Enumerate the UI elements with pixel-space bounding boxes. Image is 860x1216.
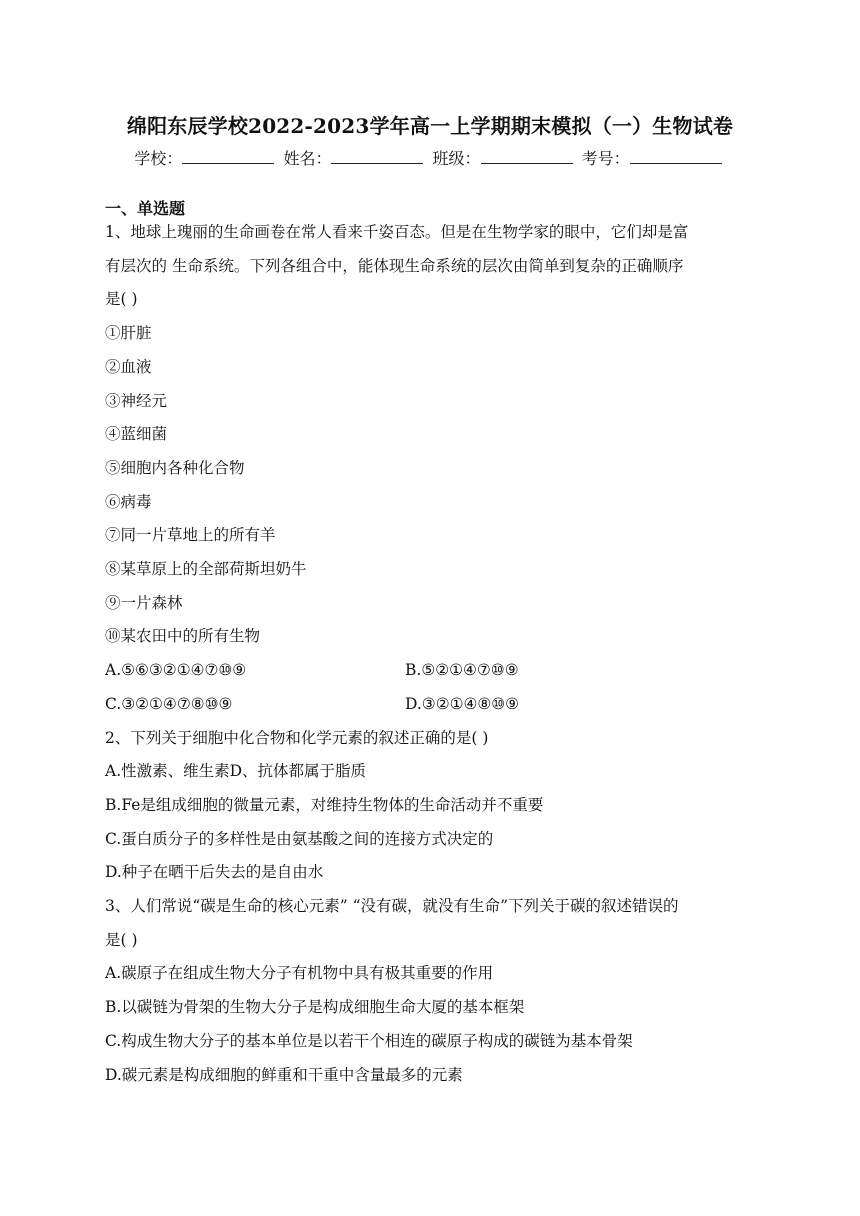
student-info-line xyxy=(0,146,860,169)
q1-item: ⑨一片森林 xyxy=(105,593,183,612)
page-title: 绵阳东辰学校2022-2023学年高一上学期期末模拟（一）生物试卷 xyxy=(126,114,734,138)
q2-option-c[interactable]: C.蛋白质分子的多样性是由氨基酸之间的连接方式决定的 xyxy=(105,829,494,848)
q1-item: ⑩某农田中的所有生物 xyxy=(105,627,261,646)
q1-item: ④蓝细菌 xyxy=(105,425,168,444)
class-blank[interactable] xyxy=(481,149,573,164)
q1-stem-line: 1、地球上瑰丽的生命画卷在常人看来千姿百态。但是在生物学家的眼中，它们却是富 xyxy=(105,223,689,241)
q2-stem: 2、下列关于细胞中化合物和化学元素的叙述正确的是( ) xyxy=(105,728,489,747)
q1-options-row xyxy=(105,688,755,722)
q2-option-a[interactable]: A.性激素、维生素D、抗体都属于脂质 xyxy=(105,762,367,781)
q1-item: ③神经元 xyxy=(105,391,168,410)
section-heading: 一、单选题 xyxy=(105,199,186,218)
q1-option-d[interactable]: D.③②①④⑧⑩⑨ xyxy=(405,694,520,713)
q1-stem-line: 有层次的 生命系统。下列各组合中，能体现生命系统的层次由简单到复杂的正确顺序 xyxy=(105,256,684,275)
q3-option-c[interactable]: C.构成生物大分子的基本单位是以若干个相连的碳原子构成的碳链为基本骨架 xyxy=(105,1031,633,1050)
school-blank[interactable] xyxy=(182,149,274,164)
q2-option-b[interactable]: B.Fe是组成细胞的微量元素，对维持生物体的生命活动并不重要 xyxy=(105,795,544,814)
q3-stem-line: 是( ) xyxy=(105,930,138,949)
q1-option-c[interactable]: C.③②①④⑦⑧⑩⑨ xyxy=(105,694,233,713)
exam-number-blank[interactable] xyxy=(630,149,722,164)
q1-stem-line: 是( ) xyxy=(105,290,138,309)
q1-item: ⑥病毒 xyxy=(105,492,152,511)
q3-option-a[interactable]: A.碳原子在组成生物大分子有机物中具有极其重要的作用 xyxy=(105,964,494,983)
q1-options-row xyxy=(105,654,755,688)
questions xyxy=(105,216,755,1092)
q1-option-b[interactable]: B.⑤②①④⑦⑩⑨ xyxy=(405,661,519,680)
q2-option-d[interactable]: D.种子在晒干后失去的是自由水 xyxy=(105,863,324,882)
q3-option-b[interactable]: B.以碳链为骨架的生物大分子是构成细胞生命大厦的基本框架 xyxy=(105,998,525,1017)
q1-item: ②血液 xyxy=(105,357,152,376)
name-label: 姓名： xyxy=(283,149,332,168)
q1-item: ⑦同一片草地上的所有羊 xyxy=(105,526,276,545)
class-label: 班级： xyxy=(432,149,481,168)
q3-option-d[interactable]: D.碳元素是构成细胞的鲜重和干重中含量最多的元素 xyxy=(105,1065,463,1084)
q3-stem-line: 3、人们常说“碳是生命的核心元素” “没有碳，就没有生命”下列关于碳的叙述错误的 xyxy=(105,897,679,916)
school-label: 学校： xyxy=(134,149,183,168)
q1-item: ①肝脏 xyxy=(105,324,152,343)
q1-item: ⑤细胞内各种化合物 xyxy=(105,458,245,477)
q1-option-a[interactable]: A.⑤⑥③②①④⑦⑩⑨ xyxy=(105,661,247,680)
exam-number-label: 考号： xyxy=(581,149,630,168)
q1-item: ⑧某草原上的全部荷斯坦奶牛 xyxy=(105,560,307,579)
name-blank[interactable] xyxy=(331,149,423,164)
